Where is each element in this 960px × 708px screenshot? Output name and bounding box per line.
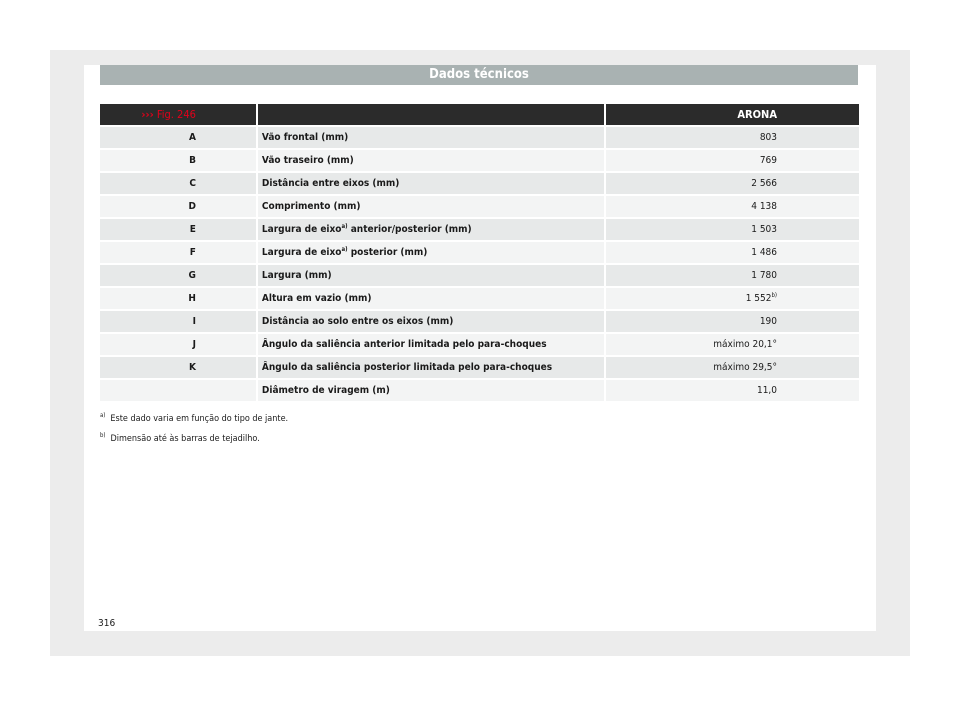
table-row: [100, 288, 859, 309]
footnote-text: Dimensão até às barras de tejadilho.: [110, 434, 260, 444]
row-value: máximo 20,1°: [604, 334, 859, 355]
row-label: [256, 357, 604, 378]
reference-arrows-icon: ›››: [141, 108, 154, 121]
row-value: 803: [604, 127, 859, 148]
row-value: [604, 288, 859, 309]
row-value: 2 566: [604, 173, 859, 194]
footnote-a: [100, 409, 288, 429]
row-code: G: [100, 265, 256, 286]
row-code: K: [100, 357, 256, 378]
table-row: [100, 357, 859, 378]
row-label-rest: posterior (mm): [347, 247, 428, 258]
row-code: [100, 380, 256, 401]
row-label: [256, 380, 604, 401]
header-blank-cell: [256, 104, 604, 125]
table-row: [100, 311, 859, 332]
footnote-ref[interactable]: a): [341, 223, 348, 230]
table-row: [100, 380, 859, 401]
table-row: [100, 219, 859, 240]
row-value: 769: [604, 150, 859, 171]
row-code: D: [100, 196, 256, 217]
figure-reference-label: Fig. 246: [156, 108, 196, 121]
row-label: [256, 334, 604, 355]
table-row: [100, 242, 859, 263]
technical-data-table: [100, 102, 859, 403]
row-code: F: [100, 242, 256, 263]
row-value: 190: [604, 311, 859, 332]
footnotes: [100, 409, 288, 449]
footnote-ref[interactable]: a): [341, 246, 348, 253]
row-code: I: [100, 311, 256, 332]
figure-reference-link[interactable]: [100, 104, 256, 125]
row-label: [256, 150, 604, 171]
row-label-text: Comprimento (mm): [261, 201, 361, 212]
table-row: [100, 173, 859, 194]
row-code: A: [100, 127, 256, 148]
row-code: C: [100, 173, 256, 194]
table-row: [100, 127, 859, 148]
row-code: H: [100, 288, 256, 309]
row-code: E: [100, 219, 256, 240]
footnote-mark: b): [100, 432, 106, 439]
row-label: [256, 265, 604, 286]
row-label-text: Altura em vazio (mm): [261, 293, 372, 304]
row-label-text: Largura de eixo: [261, 224, 342, 235]
table-row: [100, 196, 859, 217]
table-row: [100, 334, 859, 355]
row-label-text: Largura de eixo: [261, 247, 342, 258]
row-label: [256, 288, 604, 309]
row-label-text: Distância ao solo entre os eixos (mm): [261, 316, 454, 327]
section-title: Dados técnicos: [100, 65, 858, 85]
row-value: máximo 29,5°: [604, 357, 859, 378]
row-label-text: Diâmetro de viragem (m): [261, 385, 390, 396]
row-label-text: Vão frontal (mm): [261, 132, 349, 143]
footnote-ref[interactable]: b): [771, 292, 777, 299]
table-row: [100, 150, 859, 171]
row-label-rest: anterior/posterior (mm): [347, 224, 472, 235]
row-value: 4 138: [604, 196, 859, 217]
row-label: [256, 242, 604, 263]
row-label: [256, 196, 604, 217]
row-label: [256, 127, 604, 148]
row-code: B: [100, 150, 256, 171]
table-row: [100, 265, 859, 286]
row-label-text: Ângulo da saliência posterior limitada pelo para-choques: [261, 362, 553, 373]
row-label: [256, 311, 604, 332]
footnote-text: Este dado varia em função do tipo de jante.: [110, 414, 289, 424]
row-label: [256, 173, 604, 194]
footnote-mark: a): [100, 412, 106, 419]
table-header-row: [100, 104, 859, 125]
row-label-text: Ângulo da saliência anterior limitada pelo para-choques: [261, 339, 547, 350]
row-label: [256, 219, 604, 240]
footnote-b: [100, 429, 288, 449]
model-header: ARONA: [604, 104, 859, 125]
row-value: 11,0: [604, 380, 859, 401]
row-value-text: 1 552: [745, 293, 772, 304]
row-value: 1 503: [604, 219, 859, 240]
row-label-text: Largura (mm): [261, 270, 332, 281]
row-code: J: [100, 334, 256, 355]
row-label-text: Distância entre eixos (mm): [261, 178, 400, 189]
row-value: 1 486: [604, 242, 859, 263]
row-value: 1 780: [604, 265, 859, 286]
page-number: 316: [98, 618, 116, 629]
row-label-text: Vão traseiro (mm): [261, 155, 354, 166]
